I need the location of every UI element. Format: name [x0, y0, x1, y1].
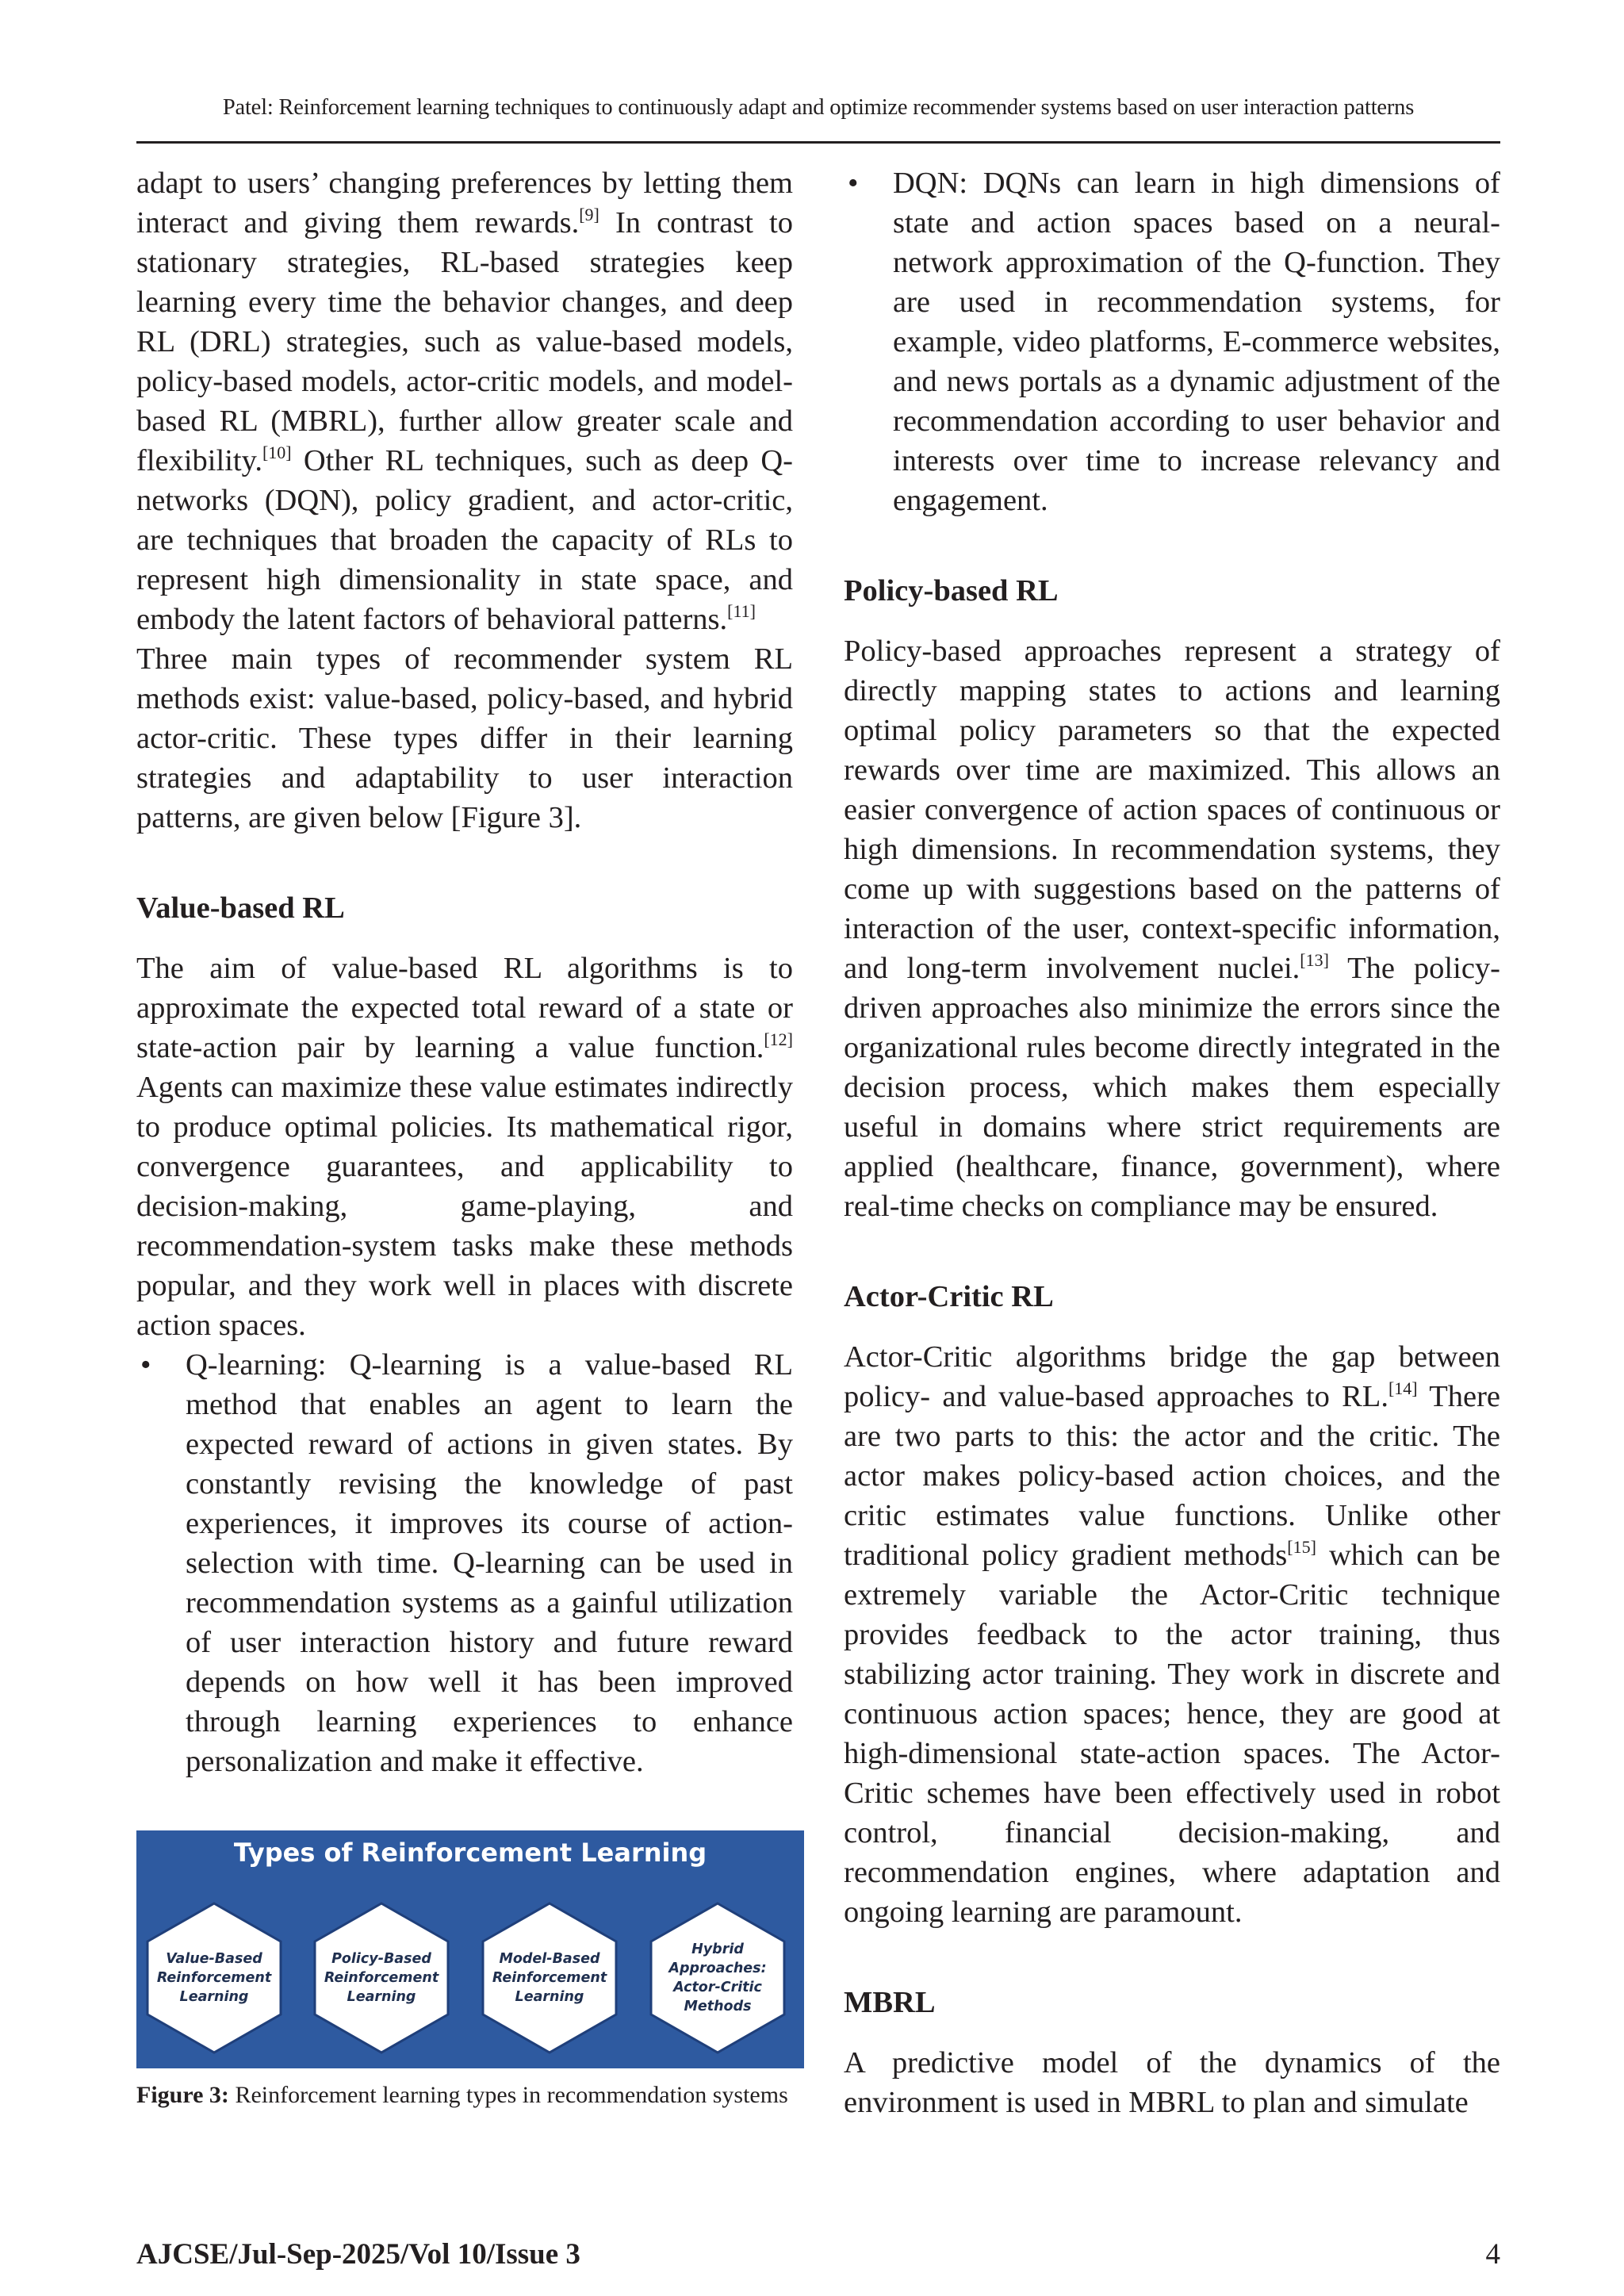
bullet-dot-icon: •	[848, 167, 859, 200]
policy-based-paragraph: Policy-based approaches represent a strategy of directly mapping states to actions and learning optimal policy parameters so that the expected rewards over time are maximized. This allows an easier convergence of action spaces of continuous or high dimensions. In recommendation systems, they come up with suggestions based on the patterns of interaction of the user, context-specific information, and long-term involvement nuclei.[13] The policy-driven approaches also minimize the errors since the organizational rules become directly integrated in the decision process, which makes them especially useful in domains where strict requirements are applied (healthcare, finance, government), where real-time checks on compliance may be ensured.	[844, 634, 1500, 1223]
section-heading-policy-based: Policy-based RL	[844, 574, 1059, 608]
hexagon-label: Model-Based Reinforcement Learning	[492, 1951, 607, 2005]
hexagon-value-based	[143, 1900, 285, 2056]
section-heading-actor-critic: Actor-Critic RL	[844, 1280, 1054, 1313]
figure-title: Types of Reinforcement Learning	[233, 1838, 707, 1868]
citation: [15]	[1287, 1537, 1316, 1557]
value-based-list	[136, 1345, 793, 1781]
left-column	[136, 163, 793, 2111]
citation: [11]	[727, 601, 756, 621]
section-heading-value-based: Value-based RL	[136, 891, 345, 925]
figure-caption: Figure 3: Reinforcement learning types in recommendation systems	[136, 2082, 788, 2108]
hexagon-label: Hybrid Approaches: Actor-Critic Methods	[668, 1941, 767, 2014]
hexagon-policy-based	[310, 1900, 453, 2056]
citation: [9]	[579, 205, 599, 224]
value-based-list-continued	[844, 163, 1500, 520]
citation: [12]	[764, 1029, 793, 1049]
citation: [13]	[1300, 950, 1329, 970]
types-paragraph: Three main types of recommender system RL methods exist: value-based, policy-based, and hybrid actor-critic. These types differ in their learning strategies and adaptability to user interaction patterns, are given below [Figure 3].	[136, 642, 793, 834]
header-rule	[136, 141, 1500, 144]
mbrl-paragraph: A predictive model of the dynamics of the environment is used in MBRL to plan and simulate	[844, 2046, 1500, 2119]
citation: [10]	[262, 443, 292, 462]
figure-3	[136, 1830, 804, 2068]
bullet-item-q-learning: • Q-learning: Q-learning is a value-based RL method that enables an agent to learn the expected reward of actions in given states. By constantly revising the knowledge of past experiences, it improves its course of action-selection with time. Q-learning can be used in recommendation systems as a gainful utilization of user interaction history and future reward depends on how well it has been improved through learning experiences to enhance personalization and make it effective.	[136, 1345, 793, 1781]
hexagon-label: Policy-Based Reinforcement Learning	[324, 1951, 439, 2005]
hexagon-model-based	[478, 1900, 621, 2056]
value-based-paragraph: The aim of value-based RL algorithms is to approximate the expected total reward of a state or state-action pair by learning a value function.[12] Agents can maximize these value estimates indirectly to produce optimal policies. Its mathematical rigor, convergence guarantees, and applicability to decision-making, game-playing, and recommendation-system tasks make these methods popular, and they work well in places with discrete action spaces.	[136, 952, 793, 1342]
running-head: Patel: Reinforcement learning techniques to continuously adapt and optimize recommender systems based on user interaction patterns	[222, 95, 1415, 120]
bullet-dot-icon: •	[140, 1348, 151, 1382]
hexagon-label: Value-Based Reinforcement Learning	[156, 1951, 272, 2005]
caption-label: Figure 3:	[136, 2082, 229, 2108]
intro-paragraph: adapt to users’ changing preferences by letting them interact and giving them rewards.[9] In contrast to stationary strategies, RL-based strategies keep learning every time the behavior changes, and deep RL (DRL) strategies, such as value-based models, policy-based models, actor-critic models, and model-based RL (MBRL), further allow greater scale and flexibility.[10] Other RL techniques, such as deep Q-networks (DQN), policy gradient, and actor-critic, are techniques that broaden the capacity of RLs to represent high dimensionality in state space, and embody the latent factors of behavioral patterns.[11]	[136, 167, 793, 636]
footer-page-number: 4	[1485, 2238, 1500, 2271]
bullet-item-dqn: • DQN: DQNs can learn in high dimensions of state and action spaces based on a neural-network approximation of the Q-function. They are used in recommendation systems, for example, video platforms, E-commerce websites, and news portals as a dynamic adjustment of the recommendation according to user behavior and interests over time to increase relevancy and engagement.	[844, 163, 1500, 520]
actor-critic-paragraph: Actor-Critic algorithms bridge the gap between policy- and value-based approaches to RL.[14] There are two parts to this: the actor and the critic. The actor makes policy-based action choices, and the critic estimates value functions. Unlike other traditional policy gradient methods[15] which can be extremely variable the Actor-Critic technique provides feedback to the actor training, thus stabilizing actor training. They work in discrete and continuous action spaces; hence, they are good at high-dimensional state-action spaces. The Actor-Critic schemes have been effectively used in robot control, financial decision-making, and recommendation engines, where adaptation and ongoing learning are paramount.	[844, 1340, 1500, 1929]
right-column	[844, 163, 1500, 2122]
footer-journal: AJCSE/Jul-Sep-2025/Vol 10/Issue 3	[136, 2238, 580, 2271]
citation: [14]	[1388, 1378, 1418, 1398]
section-heading-mbrl: MBRL	[844, 1986, 936, 2019]
hexagon-hybrid	[646, 1900, 789, 2056]
